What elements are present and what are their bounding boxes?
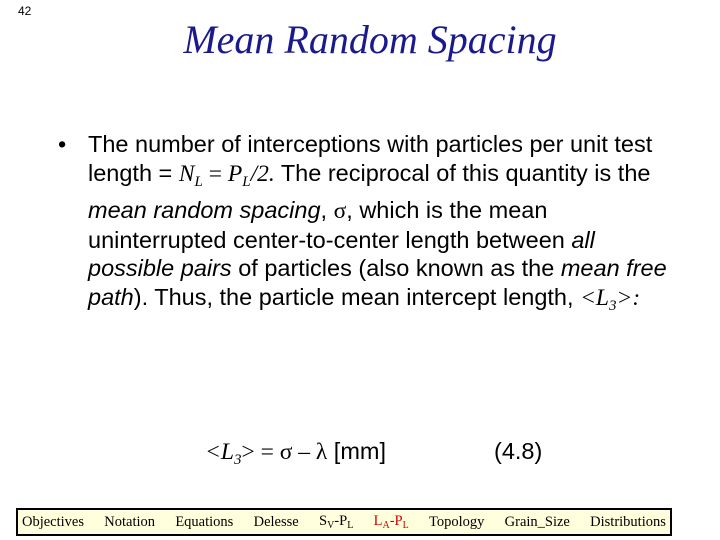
eq-equals: > =: [241, 439, 280, 465]
nav-distributions-link[interactable]: Distributions: [590, 513, 666, 530]
bullet-marker: •: [58, 131, 67, 157]
emphasis-mean-random-spacing: mean random spacing: [88, 197, 321, 223]
minus-sign: –: [292, 439, 316, 465]
navigation-bar: [16, 508, 672, 536]
nav-sv-pl-link[interactable]: [319, 513, 353, 531]
nav-text: L: [373, 513, 383, 529]
nav-text: -P: [389, 513, 403, 529]
emphasis-all-possible-pairs: all possible pairs: [88, 226, 595, 281]
nav-notation-link[interactable]: Notation: [104, 513, 156, 530]
equation-number: (4.8): [494, 438, 543, 464]
nav-delesse-link[interactable]: Delesse: [253, 513, 299, 530]
symbol-letter: <L: [205, 439, 234, 465]
unit-label: [mm]: [327, 438, 387, 464]
symbol-tail: >:: [616, 284, 641, 311]
symbol-l3: [580, 284, 641, 314]
nav-grain-size-link[interactable]: Grain_Size: [504, 513, 570, 530]
text-segment: The reciprocal of this quantity is the: [274, 159, 651, 186]
symbol-nl: [178, 160, 203, 190]
sigma-symbol: σ: [279, 439, 293, 465]
symbol-letter: P: [227, 160, 243, 187]
subscript: L: [347, 520, 354, 531]
subscript: L: [194, 173, 203, 190]
subscript: A: [382, 520, 390, 531]
text-segment: =: [202, 160, 228, 187]
nav-text: -P: [334, 513, 348, 529]
slide-number: 42: [18, 4, 32, 18]
text-segment: ). Thus, the particle mean intercept length,: [133, 283, 581, 310]
nav-text: S: [318, 513, 328, 529]
subscript: L: [402, 520, 409, 531]
slide-title: Mean Random Spacing: [183, 17, 557, 62]
text-segment: of particles (also known as the: [231, 255, 561, 281]
nav-objectives-link[interactable]: Objectives: [22, 513, 85, 530]
nav-la-pl-link[interactable]: [374, 513, 409, 531]
subscript: V: [327, 520, 335, 531]
symbol-pl: [227, 160, 275, 190]
lambda-symbol: λ: [315, 439, 328, 465]
symbol-tail: /2.: [250, 160, 275, 187]
text-segment: The number of interceptions with particles per unit test length =: [88, 131, 653, 186]
sigma-symbol: σ: [333, 198, 347, 224]
subscript: 3: [609, 297, 617, 314]
subscript: L: [242, 173, 251, 190]
nav-topology-link[interactable]: Topology: [428, 513, 485, 530]
emphasis-mean-free-path: mean free path: [88, 255, 667, 310]
nav-equations-link[interactable]: Equations: [175, 513, 234, 530]
text-segment: ,: [320, 197, 334, 223]
bullet-text: [88, 130, 678, 320]
equation: [205, 438, 386, 469]
symbol-letter: <L: [580, 284, 609, 311]
subscript: 3: [233, 452, 242, 468]
text-segment: , which is the mean uninterrupted center-to-center length between: [88, 197, 572, 253]
eq-l3: [205, 439, 242, 468]
symbol-letter: N: [178, 160, 195, 187]
